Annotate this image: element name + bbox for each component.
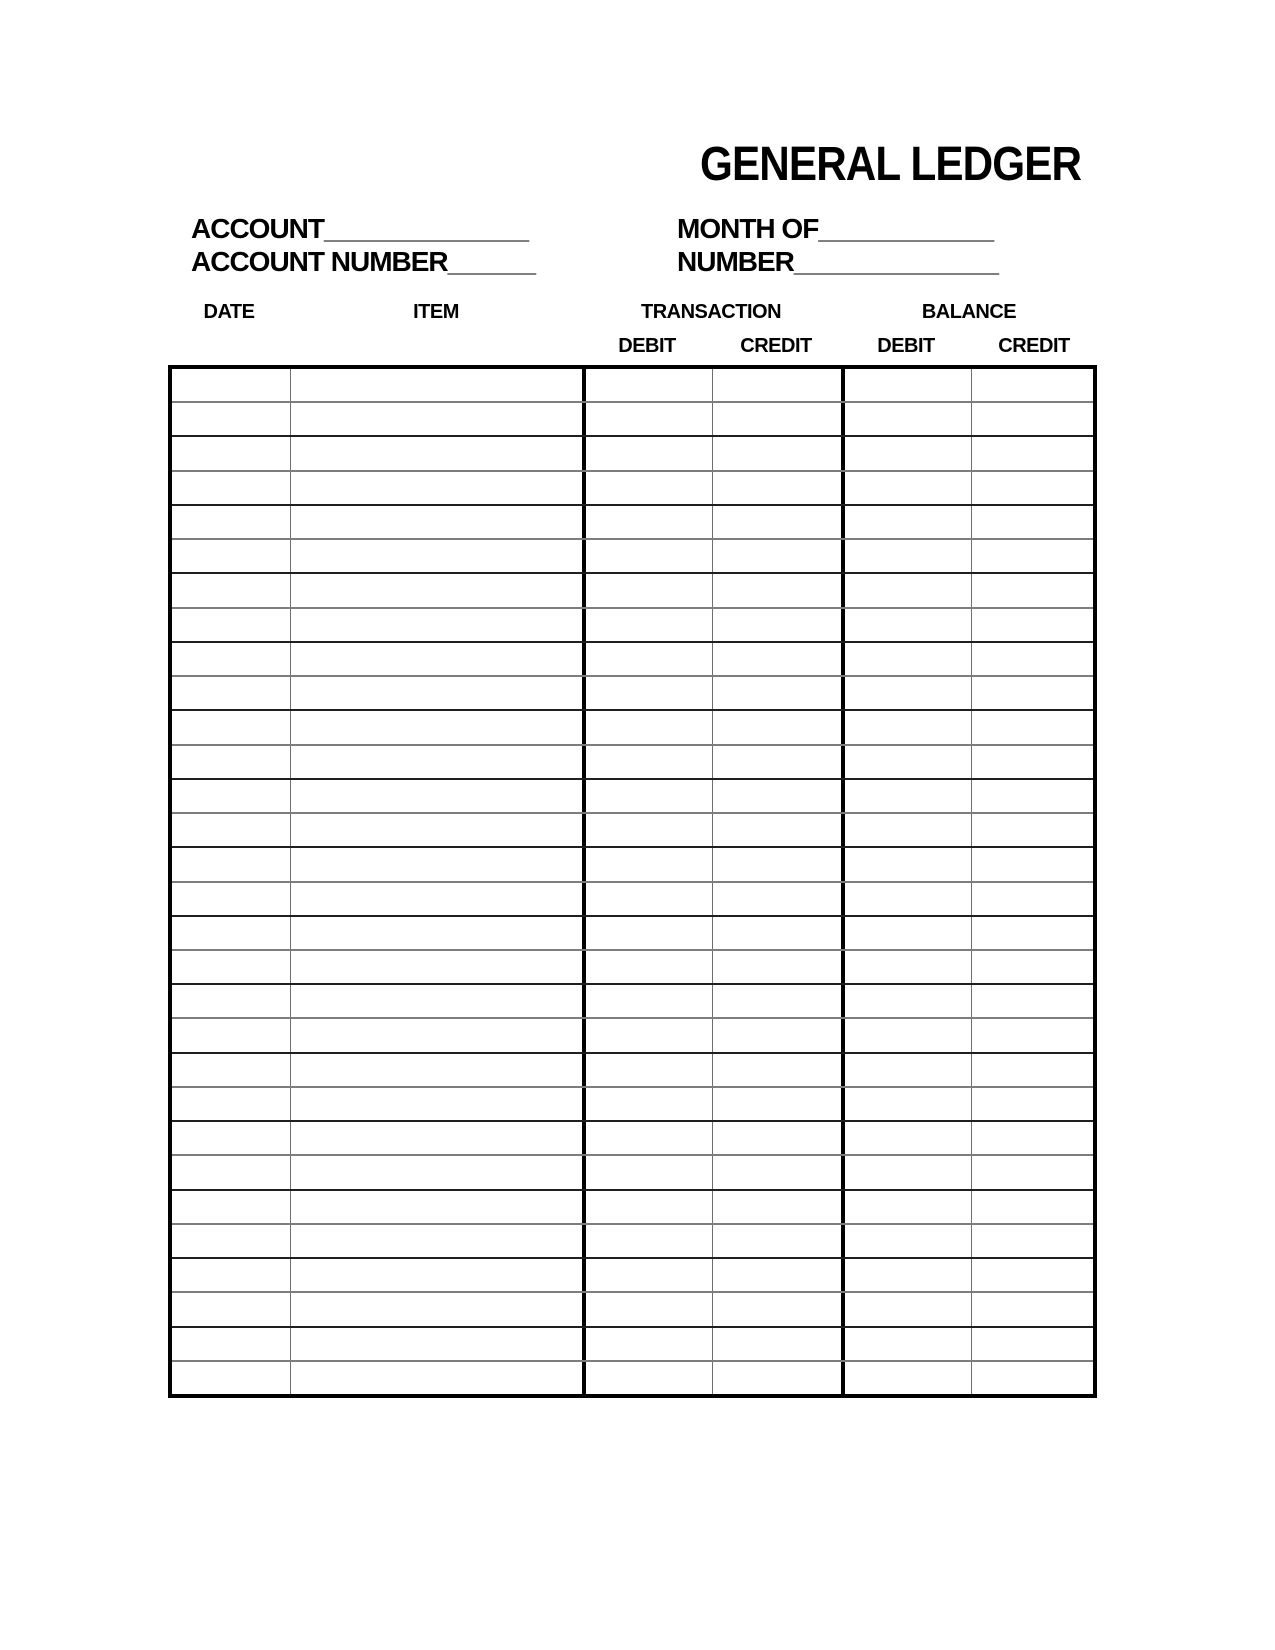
cell-date xyxy=(172,1362,290,1394)
cell-date xyxy=(172,472,290,504)
ledger-row xyxy=(172,709,1093,743)
cell-transaction-debit xyxy=(582,1225,712,1257)
column-header-balance-credit: CREDIT xyxy=(998,335,1070,357)
ledger-row xyxy=(172,401,1093,435)
cell-balance-credit xyxy=(971,1054,1093,1086)
cell-balance-credit xyxy=(971,369,1093,401)
cell-item xyxy=(290,437,582,469)
cell-balance-credit xyxy=(971,643,1093,675)
cell-transaction-debit xyxy=(582,780,712,812)
cell-balance-debit xyxy=(841,848,971,880)
cell-transaction-debit xyxy=(582,609,712,641)
account-field-block xyxy=(191,212,535,278)
ledger-row xyxy=(172,949,1093,983)
cell-item xyxy=(290,472,582,504)
month-of-label: MONTH OF xyxy=(677,213,819,244)
cell-transaction-debit xyxy=(582,540,712,572)
ledger-row xyxy=(172,1052,1093,1086)
cell-balance-debit xyxy=(841,780,971,812)
cell-balance-debit xyxy=(841,403,971,435)
cell-balance-debit xyxy=(841,1328,971,1360)
cell-transaction-credit xyxy=(712,1191,841,1223)
ledger-row xyxy=(172,1223,1093,1257)
cell-balance-credit xyxy=(971,574,1093,606)
cell-balance-debit xyxy=(841,540,971,572)
cell-item xyxy=(290,574,582,606)
cell-date xyxy=(172,403,290,435)
cell-transaction-debit xyxy=(582,677,712,709)
cell-balance-credit xyxy=(971,506,1093,538)
cell-item xyxy=(290,917,582,949)
cell-transaction-debit xyxy=(582,1362,712,1394)
cell-balance-debit xyxy=(841,1362,971,1394)
cell-item xyxy=(290,403,582,435)
cell-transaction-credit xyxy=(712,1156,841,1188)
cell-date xyxy=(172,1191,290,1223)
cell-item xyxy=(290,711,582,743)
cell-balance-debit xyxy=(841,951,971,983)
cell-date xyxy=(172,1122,290,1154)
ledger-row xyxy=(172,881,1093,915)
cell-date xyxy=(172,540,290,572)
cell-transaction-credit xyxy=(712,369,841,401)
column-header-transaction: TRANSACTION xyxy=(640,301,782,323)
cell-transaction-debit xyxy=(582,917,712,949)
cell-balance-debit xyxy=(841,677,971,709)
cell-item xyxy=(290,677,582,709)
cell-balance-credit xyxy=(971,746,1093,778)
cell-balance-credit xyxy=(971,1122,1093,1154)
cell-item xyxy=(290,540,582,572)
cell-transaction-credit xyxy=(712,780,841,812)
cell-date xyxy=(172,609,290,641)
cell-transaction-debit xyxy=(582,1259,712,1291)
cell-balance-debit xyxy=(841,711,971,743)
column-header-transaction-debit: DEBIT xyxy=(618,335,676,357)
cell-transaction-credit xyxy=(712,1328,841,1360)
cell-balance-debit xyxy=(841,1019,971,1051)
column-header-transaction-credit: CREDIT xyxy=(740,335,812,357)
cell-date xyxy=(172,1225,290,1257)
cell-item xyxy=(290,1019,582,1051)
account-field xyxy=(191,212,535,245)
number-blank-line: ______________ xyxy=(793,246,998,277)
cell-balance-debit xyxy=(841,1191,971,1223)
cell-transaction-debit xyxy=(582,403,712,435)
cell-item xyxy=(290,1088,582,1120)
cell-balance-credit xyxy=(971,1362,1093,1394)
cell-transaction-credit xyxy=(712,1019,841,1051)
cell-transaction-credit xyxy=(712,609,841,641)
cell-date xyxy=(172,883,290,915)
ledger-row xyxy=(172,983,1093,1017)
account-number-label: ACCOUNT NUMBER xyxy=(191,246,448,277)
ledger-row xyxy=(172,675,1093,709)
cell-balance-credit xyxy=(971,1088,1093,1120)
cell-transaction-credit xyxy=(712,1259,841,1291)
cell-item xyxy=(290,1328,582,1360)
cell-balance-credit xyxy=(971,985,1093,1017)
ledger-row xyxy=(172,744,1093,778)
cell-date xyxy=(172,1328,290,1360)
cell-date xyxy=(172,711,290,743)
cell-date xyxy=(172,574,290,606)
cell-balance-credit xyxy=(971,951,1093,983)
cell-transaction-credit xyxy=(712,574,841,606)
cell-transaction-credit xyxy=(712,1122,841,1154)
cell-balance-credit xyxy=(971,1191,1093,1223)
ledger-row xyxy=(172,435,1093,469)
cell-transaction-credit xyxy=(712,643,841,675)
cell-transaction-credit xyxy=(712,1362,841,1394)
cell-item xyxy=(290,1362,582,1394)
month-of-field xyxy=(677,212,998,245)
cell-balance-debit xyxy=(841,506,971,538)
ledger-row xyxy=(172,778,1093,812)
cell-balance-debit xyxy=(841,437,971,469)
cell-item xyxy=(290,746,582,778)
cell-transaction-credit xyxy=(712,951,841,983)
cell-transaction-debit xyxy=(582,951,712,983)
cell-date xyxy=(172,1259,290,1291)
cell-date xyxy=(172,985,290,1017)
ledger-row xyxy=(172,1257,1093,1291)
cell-balance-debit xyxy=(841,1259,971,1291)
cell-balance-debit xyxy=(841,985,971,1017)
ledger-row xyxy=(172,470,1093,504)
cell-date xyxy=(172,746,290,778)
cell-transaction-debit xyxy=(582,814,712,846)
cell-transaction-debit xyxy=(582,1293,712,1325)
ledger-row xyxy=(172,504,1093,538)
cell-balance-debit xyxy=(841,472,971,504)
cell-balance-credit xyxy=(971,403,1093,435)
cell-transaction-credit xyxy=(712,472,841,504)
column-header-item: ITEM xyxy=(413,301,459,323)
cell-transaction-credit xyxy=(712,540,841,572)
cell-balance-credit xyxy=(971,711,1093,743)
ledger-row xyxy=(172,607,1093,641)
month-of-blank-line: ____________ xyxy=(818,213,994,244)
ledger-table xyxy=(168,365,1097,1398)
cell-transaction-credit xyxy=(712,403,841,435)
cell-transaction-debit xyxy=(582,1088,712,1120)
number-field xyxy=(677,245,998,278)
cell-date xyxy=(172,677,290,709)
cell-transaction-debit xyxy=(582,369,712,401)
cell-item xyxy=(290,1191,582,1223)
cell-transaction-debit xyxy=(582,1054,712,1086)
cell-balance-credit xyxy=(971,848,1093,880)
column-header-balance-debit: DEBIT xyxy=(877,335,935,357)
account-label: ACCOUNT xyxy=(191,213,324,244)
ledger-row xyxy=(172,1189,1093,1223)
cell-transaction-credit xyxy=(712,1293,841,1325)
cell-date xyxy=(172,917,290,949)
ledger-row xyxy=(172,812,1093,846)
cell-date xyxy=(172,643,290,675)
cell-balance-credit xyxy=(971,472,1093,504)
cell-balance-credit xyxy=(971,780,1093,812)
cell-balance-credit xyxy=(971,1156,1093,1188)
cell-balance-debit xyxy=(841,1156,971,1188)
cell-balance-debit xyxy=(841,369,971,401)
cell-transaction-credit xyxy=(712,985,841,1017)
ledger-row xyxy=(172,1086,1093,1120)
cell-balance-credit xyxy=(971,883,1093,915)
cell-balance-debit xyxy=(841,609,971,641)
cell-item xyxy=(290,643,582,675)
cell-transaction-debit xyxy=(582,711,712,743)
cell-date xyxy=(172,848,290,880)
cell-item xyxy=(290,1259,582,1291)
ledger-row xyxy=(172,538,1093,572)
cell-transaction-debit xyxy=(582,506,712,538)
cell-date xyxy=(172,437,290,469)
cell-transaction-debit xyxy=(582,437,712,469)
cell-item xyxy=(290,814,582,846)
cell-item xyxy=(290,780,582,812)
ledger-row xyxy=(172,915,1093,949)
cell-item xyxy=(290,369,582,401)
cell-transaction-debit xyxy=(582,1122,712,1154)
cell-item xyxy=(290,1225,582,1257)
cell-transaction-debit xyxy=(582,848,712,880)
cell-date xyxy=(172,369,290,401)
account-blank-line: ______________ xyxy=(324,213,529,244)
cell-transaction-debit xyxy=(582,883,712,915)
cell-transaction-debit xyxy=(582,472,712,504)
cell-transaction-credit xyxy=(712,746,841,778)
ledger-row xyxy=(172,572,1093,606)
cell-transaction-debit xyxy=(582,1191,712,1223)
cell-balance-debit xyxy=(841,814,971,846)
cell-item xyxy=(290,951,582,983)
cell-balance-credit xyxy=(971,1293,1093,1325)
cell-balance-debit xyxy=(841,574,971,606)
cell-transaction-credit xyxy=(712,1088,841,1120)
cell-date xyxy=(172,1019,290,1051)
ledger-row xyxy=(172,1154,1093,1188)
cell-item xyxy=(290,1054,582,1086)
cell-balance-debit xyxy=(841,746,971,778)
number-label: NUMBER xyxy=(677,246,794,277)
cell-date xyxy=(172,1156,290,1188)
ledger-row xyxy=(172,1120,1093,1154)
cell-item xyxy=(290,985,582,1017)
cell-balance-credit xyxy=(971,677,1093,709)
cell-transaction-debit xyxy=(582,643,712,675)
month-field-block xyxy=(677,212,998,278)
cell-balance-debit xyxy=(841,1054,971,1086)
ledger-row xyxy=(172,1360,1093,1394)
cell-item xyxy=(290,848,582,880)
cell-balance-credit xyxy=(971,437,1093,469)
ledger-row xyxy=(172,1326,1093,1360)
cell-balance-debit xyxy=(841,917,971,949)
cell-balance-credit xyxy=(971,1225,1093,1257)
cell-date xyxy=(172,1054,290,1086)
cell-balance-credit xyxy=(971,814,1093,846)
column-header-balance: BALANCE xyxy=(921,301,1017,323)
cell-item xyxy=(290,1156,582,1188)
cell-date xyxy=(172,780,290,812)
cell-transaction-credit xyxy=(712,883,841,915)
cell-date xyxy=(172,951,290,983)
ledger-row xyxy=(172,369,1093,401)
cell-item xyxy=(290,506,582,538)
cell-date xyxy=(172,814,290,846)
cell-transaction-debit xyxy=(582,574,712,606)
cell-transaction-credit xyxy=(712,711,841,743)
cell-balance-debit xyxy=(841,1088,971,1120)
cell-transaction-credit xyxy=(712,1054,841,1086)
cell-balance-debit xyxy=(841,883,971,915)
cell-date xyxy=(172,1293,290,1325)
cell-balance-debit xyxy=(841,1225,971,1257)
cell-balance-credit xyxy=(971,540,1093,572)
column-header-date: DATE xyxy=(203,301,255,323)
cell-transaction-credit xyxy=(712,1225,841,1257)
cell-balance-debit xyxy=(841,1293,971,1325)
cell-transaction-debit xyxy=(582,1328,712,1360)
cell-balance-credit xyxy=(971,917,1093,949)
cell-transaction-credit xyxy=(712,814,841,846)
ledger-row xyxy=(172,1291,1093,1325)
cell-balance-credit xyxy=(971,609,1093,641)
cell-balance-debit xyxy=(841,643,971,675)
cell-date xyxy=(172,1088,290,1120)
cell-transaction-debit xyxy=(582,1156,712,1188)
page-title: GENERAL LEDGER xyxy=(700,138,1082,191)
cell-date xyxy=(172,506,290,538)
cell-transaction-credit xyxy=(712,437,841,469)
cell-transaction-credit xyxy=(712,848,841,880)
cell-transaction-debit xyxy=(582,985,712,1017)
cell-transaction-debit xyxy=(582,1019,712,1051)
ledger-row xyxy=(172,1017,1093,1051)
cell-balance-debit xyxy=(841,1122,971,1154)
cell-transaction-credit xyxy=(712,677,841,709)
cell-transaction-credit xyxy=(712,917,841,949)
cell-balance-credit xyxy=(971,1259,1093,1291)
cell-balance-credit xyxy=(971,1328,1093,1360)
cell-transaction-credit xyxy=(712,506,841,538)
account-number-field xyxy=(191,245,535,278)
ledger-row xyxy=(172,846,1093,880)
cell-item xyxy=(290,883,582,915)
cell-item xyxy=(290,1122,582,1154)
ledger-row xyxy=(172,641,1093,675)
cell-item xyxy=(290,1293,582,1325)
cell-item xyxy=(290,609,582,641)
cell-transaction-debit xyxy=(582,746,712,778)
cell-balance-credit xyxy=(971,1019,1093,1051)
account-number-blank-line: ______ xyxy=(447,246,536,277)
